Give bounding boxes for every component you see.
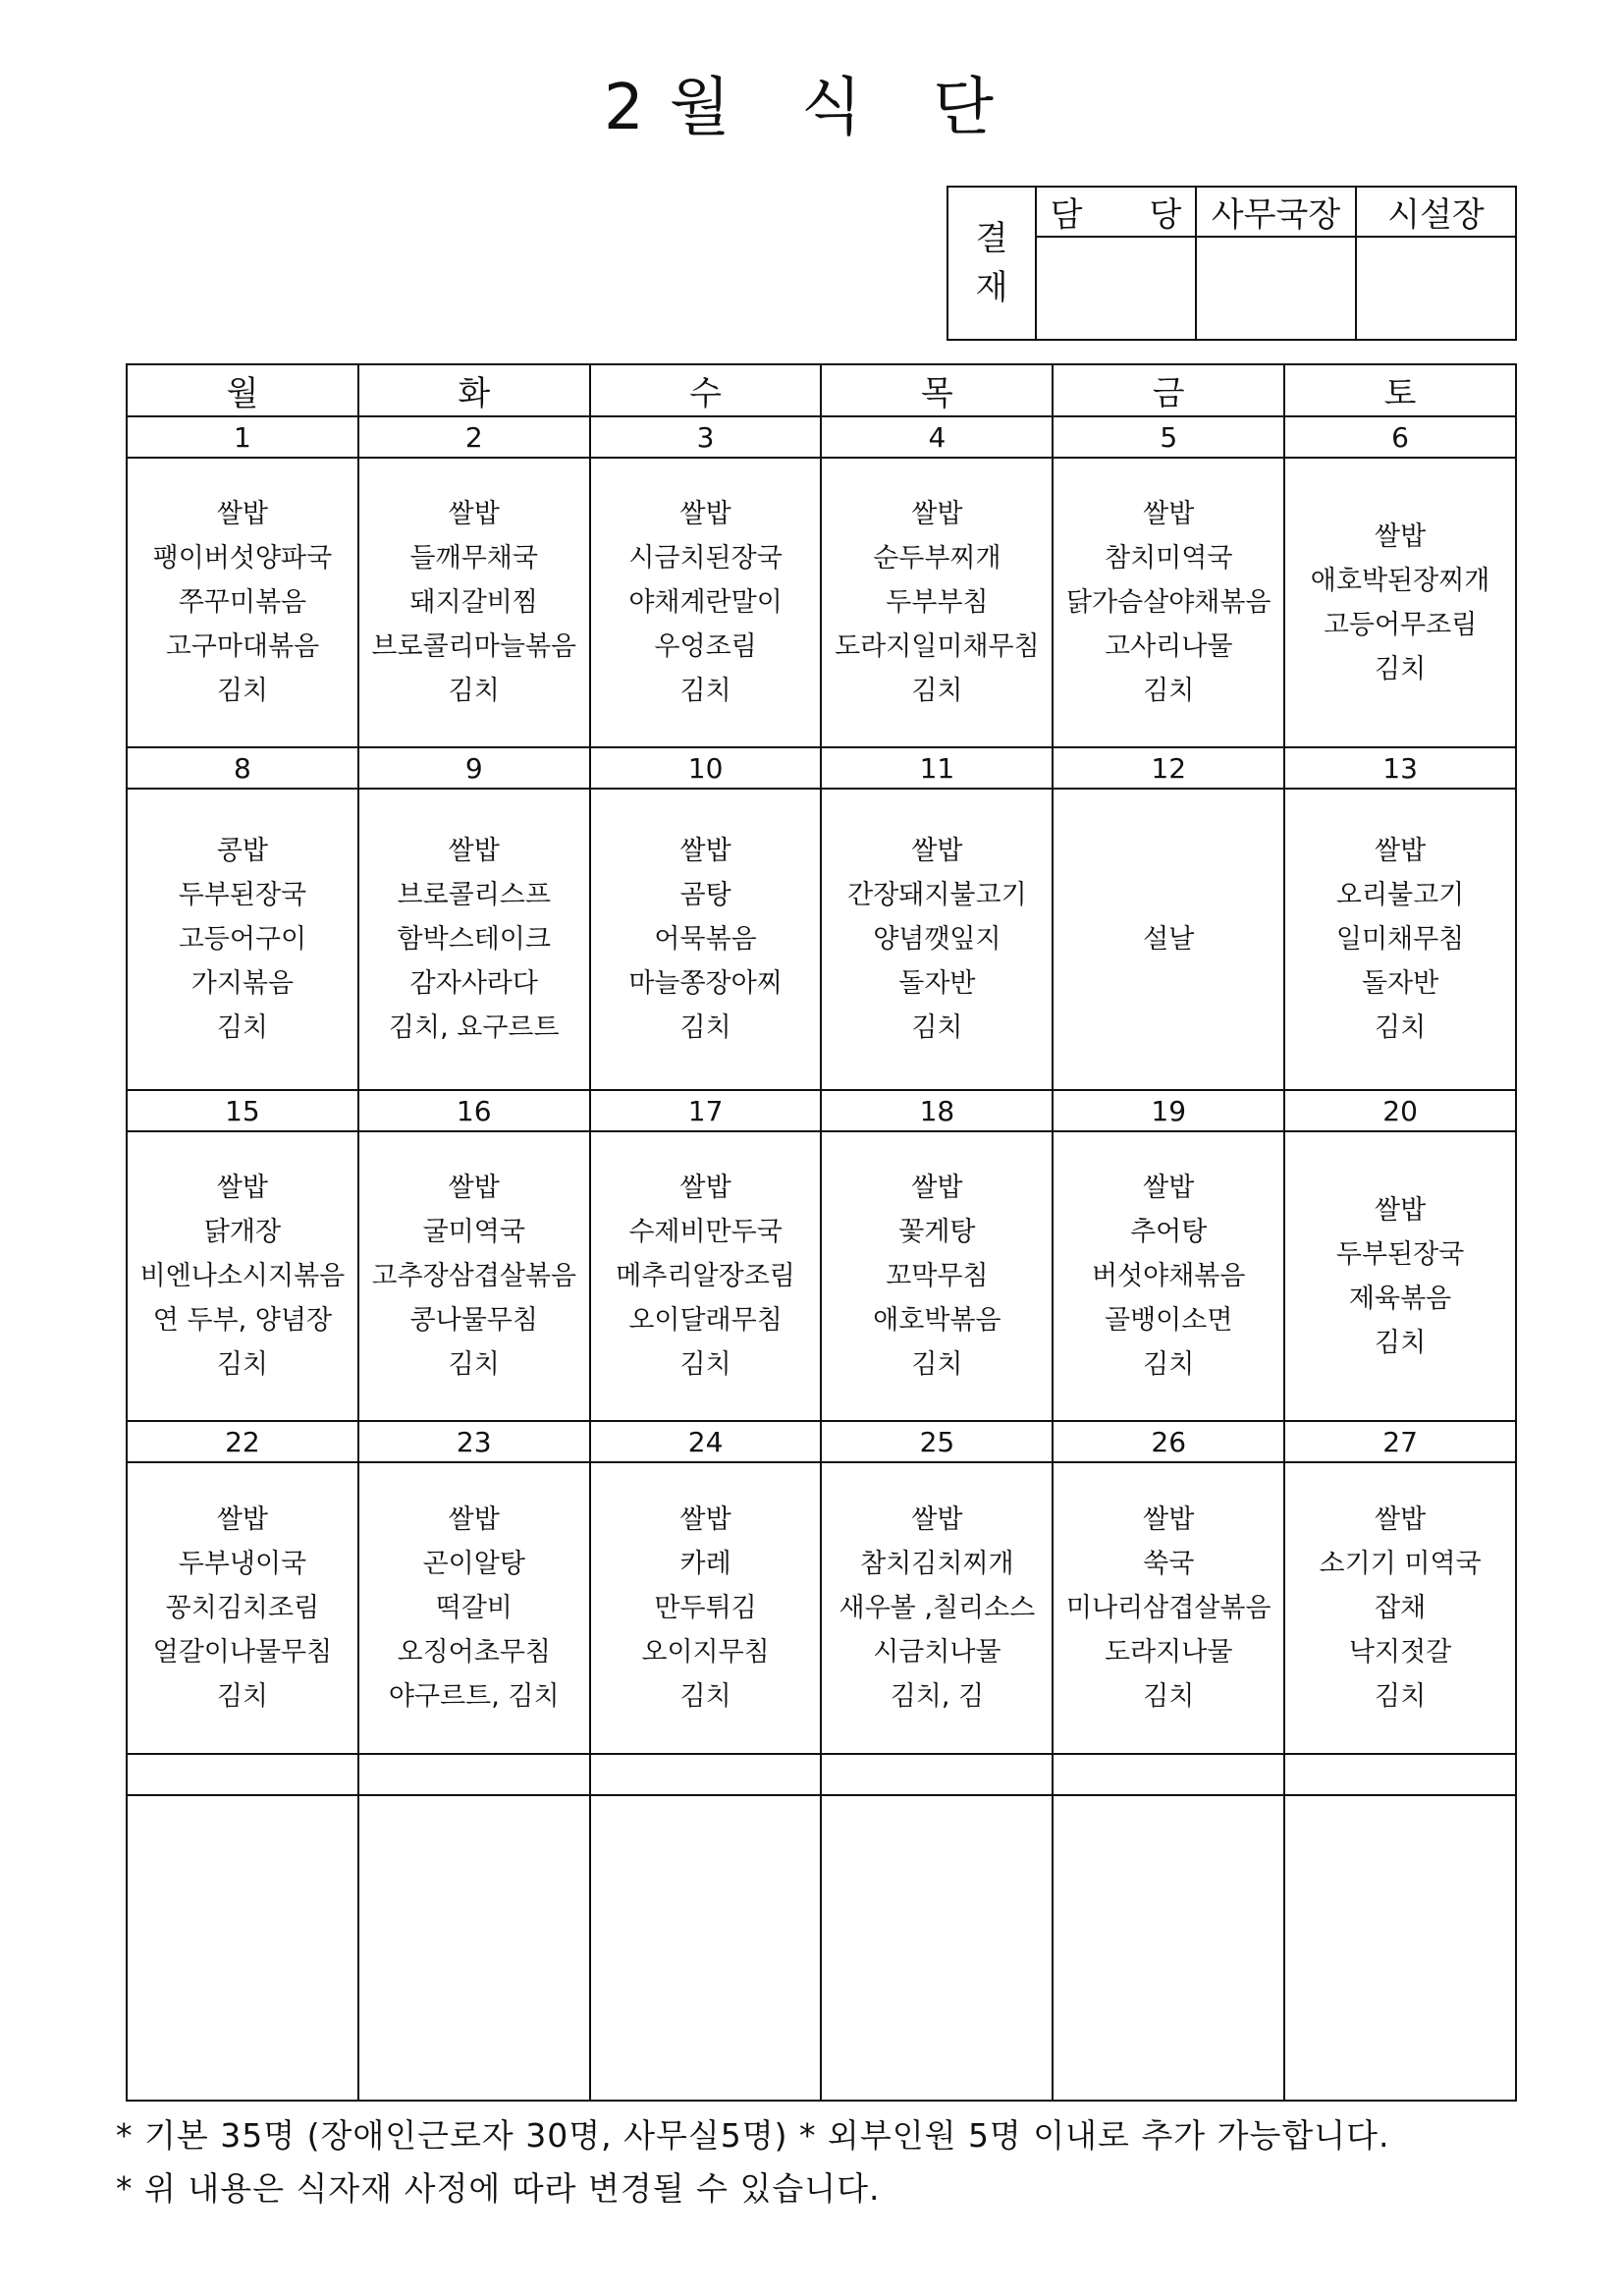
menu-item: 쑥국: [1143, 1549, 1195, 1580]
menu-cell: [358, 1131, 590, 1420]
menu-item: 감자사라다: [409, 968, 538, 1000]
date-cell: 8: [127, 747, 358, 790]
menu-item: 쌀밥: [679, 836, 731, 867]
menu-item: 만두튀김: [654, 1593, 757, 1624]
menu-item: 쌀밥: [911, 1504, 963, 1536]
menu-item: 쌀밥: [1374, 1194, 1427, 1226]
date-cell: 11: [821, 747, 1053, 790]
menu-item: 꽃게탕: [898, 1217, 976, 1248]
date-row: [127, 416, 1516, 459]
footnote: * 위 내용은 식자재 사정에 따라 변경될 수 있습니다.: [116, 2169, 881, 2208]
approval-label-1: 결: [975, 219, 1008, 258]
date-cell: 22: [127, 1421, 358, 1463]
weekday-header: 수: [590, 364, 822, 416]
menu-cell: [358, 1462, 590, 1753]
menu-item: 설날: [1143, 924, 1195, 956]
menu-item: 닭가슴살야채볶음: [1065, 587, 1271, 619]
weekday-header: 목: [821, 364, 1053, 416]
menu-item: 곤이알탕: [422, 1549, 525, 1580]
menu-item: 야채계란말이: [628, 587, 783, 619]
menu-item: 오이달래무침: [628, 1305, 783, 1337]
menu-cell: [1053, 1462, 1284, 1753]
menu-item: 팽이버섯양파국: [152, 543, 333, 574]
menu-item: 우엉조림: [654, 631, 757, 663]
weekday-header: 토: [1284, 364, 1516, 416]
menu-cell: [127, 1131, 358, 1420]
menu-item: 쌀밥: [216, 1504, 268, 1536]
approval-label-2: 재: [975, 268, 1008, 307]
menu-item: 쌀밥: [1143, 1173, 1195, 1204]
menu-item: 낙지젓갈: [1348, 1637, 1452, 1668]
date-cell: 2: [358, 416, 590, 459]
approval-label: [947, 187, 1036, 340]
empty-cell: [590, 1795, 822, 2101]
menu-item: 꽁치김치조림: [165, 1593, 320, 1624]
menu-item: 김치: [216, 1681, 268, 1713]
menu-item: 굴미역국: [422, 1217, 525, 1248]
date-cell: 12: [1053, 747, 1284, 790]
menu-item: 간장돼지불고기: [847, 880, 1027, 911]
menu-item: 함박스테이크: [397, 924, 551, 956]
date-cell: 20: [1284, 1090, 1516, 1132]
menu-item: 김치: [679, 1681, 731, 1713]
date-cell: 16: [358, 1090, 590, 1132]
menu-item: 김치: [1143, 1349, 1195, 1381]
menu-row: [127, 458, 1516, 746]
menu-cell: [1284, 1131, 1516, 1420]
weekday-header: 금: [1053, 364, 1284, 416]
menu-cell: [821, 1131, 1053, 1420]
date-cell: 3: [590, 416, 822, 459]
menu-item: 돼지갈비찜: [409, 587, 538, 619]
menu-row: [127, 1131, 1516, 1420]
date-row: [127, 1421, 1516, 1463]
approval-column-manager: 담 당: [1036, 187, 1196, 237]
date-cell: 1: [127, 416, 358, 459]
menu-calendar: [126, 363, 1517, 2102]
menu-item: 쌀밥: [448, 1504, 500, 1536]
date-row: [127, 747, 1516, 790]
menu-item: 두부된장국: [178, 880, 307, 911]
footnote: * 기본 35명 (장애인근로자 30명, 사무실5명) * 외부인원 5명 이내로 추가 가능합니다.: [116, 2116, 1390, 2155]
menu-item: 순두부찌개: [873, 543, 1001, 574]
weekday-header: 월: [127, 364, 358, 416]
menu-item: 김치: [1374, 1012, 1427, 1044]
menu-item: 두부부침: [886, 587, 989, 619]
menu-item: 들깨무채국: [409, 543, 538, 574]
date-cell: 10: [590, 747, 822, 790]
empty-cell: [1053, 1754, 1284, 1796]
menu-item: 김치: [216, 1349, 268, 1381]
menu-item: 쭈꾸미볶음: [178, 587, 307, 619]
menu-item: 쌀밥: [911, 1173, 963, 1204]
empty-cell: [821, 1754, 1053, 1796]
menu-cell: [590, 1131, 822, 1420]
menu-item: 닭개장: [203, 1217, 282, 1248]
menu-item: 고등어무조림: [1323, 609, 1478, 640]
menu-item: 김치: [911, 676, 963, 707]
menu-item: 김치: [911, 1349, 963, 1381]
menu-item: 쌀밥: [1374, 1504, 1427, 1536]
menu-item: 콩밥: [216, 836, 268, 867]
menu-item: 쌀밥: [911, 499, 963, 530]
menu-item: 쌀밥: [1374, 520, 1427, 552]
menu-item: 연 두부, 양념장: [152, 1305, 333, 1337]
menu-item: 곰탕: [679, 880, 731, 911]
menu-item: 김치: [679, 1349, 731, 1381]
menu-item: 김치, 김: [890, 1681, 985, 1713]
menu-item: 골뱅이소면: [1105, 1305, 1233, 1337]
menu-item: 오이지무침: [641, 1637, 770, 1668]
menu-item: 어묵볶음: [654, 924, 757, 956]
menu-item: 애호박볶음: [873, 1305, 1001, 1337]
menu-item: 김치: [911, 1012, 963, 1044]
menu-item: 두부냉이국: [178, 1549, 307, 1580]
menu-item: 김치, 요구르트: [388, 1012, 560, 1044]
menu-item: 쌀밥: [216, 499, 268, 530]
menu-item: 제육볶음: [1348, 1283, 1452, 1314]
menu-item: 고구마대볶음: [165, 631, 320, 663]
date-cell: 17: [590, 1090, 822, 1132]
date-cell: 19: [1053, 1090, 1284, 1132]
menu-cell: [127, 1462, 358, 1753]
menu-cell: [1053, 458, 1284, 746]
weekday-header: 화: [358, 364, 590, 416]
menu-item: 두부된장국: [1335, 1238, 1465, 1270]
menu-item: 고추장삼겹살볶음: [371, 1261, 577, 1292]
empty-cell: [127, 1754, 358, 1796]
menu-item: 김치: [1143, 676, 1195, 707]
menu-item: 수제비만두국: [628, 1217, 783, 1248]
weekday-header-row: [127, 364, 1516, 416]
menu-cell: [821, 1462, 1053, 1753]
date-cell: 25: [821, 1421, 1053, 1463]
empty-cell: [1284, 1795, 1516, 2101]
empty-cell: [1053, 1795, 1284, 2101]
menu-item: 쌀밥: [448, 1173, 500, 1204]
approval-column-secretary: 사무국장: [1196, 187, 1356, 237]
menu-item: 브로콜리스프: [397, 880, 551, 911]
menu-cell: [358, 458, 590, 746]
approval-column-director: 시설장: [1356, 187, 1516, 237]
menu-item: 쌀밥: [679, 1173, 731, 1204]
menu-item: 김치: [1374, 1327, 1427, 1358]
menu-item: 시금치나물: [873, 1637, 1001, 1668]
menu-item: 김치: [448, 1349, 500, 1381]
menu-item: 애호박된장찌개: [1310, 565, 1490, 596]
menu-item: 도라지일미채무침: [835, 631, 1040, 663]
menu-item: 쌀밥: [679, 499, 731, 530]
menu-cell: [1053, 789, 1284, 1090]
footnotes: [116, 2109, 1520, 2215]
menu-item: 가지볶음: [190, 968, 295, 1000]
date-cell: 27: [1284, 1421, 1516, 1463]
date-cell: 18: [821, 1090, 1053, 1132]
menu-item: 비엔나소시지볶음: [139, 1261, 346, 1292]
menu-item: 브로콜리마늘볶음: [371, 631, 577, 663]
menu-cell: [821, 458, 1053, 746]
menu-item: 새우볼 ,칠리소스: [839, 1593, 1036, 1624]
empty-cell: [358, 1795, 590, 2101]
menu-item: 김치: [679, 1012, 731, 1044]
menu-cell: [590, 1462, 822, 1753]
menu-item: 쌀밥: [216, 1173, 268, 1204]
date-cell: 26: [1053, 1421, 1284, 1463]
menu-cell: [590, 458, 822, 746]
approval-sign-director: [1356, 237, 1516, 340]
menu-item: 김치: [448, 676, 500, 707]
menu-item: 김치: [216, 676, 268, 707]
menu-item: 얼갈이나물무침: [152, 1637, 333, 1668]
menu-cell: [1053, 1131, 1284, 1420]
menu-item: 소기기 미역국: [1319, 1549, 1482, 1580]
date-cell: 9: [358, 747, 590, 790]
menu-cell: [127, 789, 358, 1090]
menu-item: 쌀밥: [1143, 1504, 1195, 1536]
menu-item: 양념깻잎지: [873, 924, 1001, 956]
menu-item: 꼬막무침: [886, 1261, 989, 1292]
menu-cell: [1284, 1462, 1516, 1753]
menu-item: 일미채무침: [1335, 924, 1465, 956]
menu-item: 김치: [679, 676, 731, 707]
empty-cell: [821, 1795, 1053, 2101]
menu-item: 쌀밥: [448, 499, 500, 530]
date-cell: 6: [1284, 416, 1516, 459]
date-cell: 15: [127, 1090, 358, 1132]
empty-cell: [358, 1754, 590, 1796]
menu-cell: [590, 789, 822, 1090]
menu-item: 쌀밥: [1374, 836, 1427, 867]
approval-sign-secretary: [1196, 237, 1356, 340]
menu-item: 김치: [216, 1012, 268, 1044]
menu-item: 오리불고기: [1335, 880, 1465, 911]
menu-item: 미나리삼겹살볶음: [1065, 1593, 1271, 1624]
menu-cell: [1284, 789, 1516, 1090]
empty-menu-row: [127, 1795, 1516, 2101]
menu-item: 카레: [679, 1549, 731, 1580]
menu-item: 메추리알장조림: [616, 1261, 795, 1292]
menu-item: 고등어구이: [178, 924, 307, 956]
date-cell: 23: [358, 1421, 590, 1463]
menu-item: 버섯야채볶음: [1091, 1261, 1246, 1292]
menu-item: 김치: [1374, 653, 1427, 684]
date-cell: 5: [1053, 416, 1284, 459]
menu-item: 참치미역국: [1105, 543, 1233, 574]
menu-item: 야구르트, 김치: [388, 1681, 560, 1713]
menu-item: 마늘쫑장아찌: [628, 968, 783, 1000]
menu-item: 돌자반: [1361, 968, 1439, 1000]
menu-item: 도라지나물: [1105, 1637, 1233, 1668]
menu-item: 김치: [1374, 1681, 1427, 1713]
menu-cell: [358, 789, 590, 1090]
menu-item: 콩나물무침: [409, 1305, 538, 1337]
empty-cell: [127, 1795, 358, 2101]
menu-item: 쌀밥: [679, 1504, 731, 1536]
empty-date-row: [127, 1754, 1516, 1796]
menu-item: 오징어초무침: [397, 1637, 551, 1668]
empty-cell: [590, 1754, 822, 1796]
menu-cell: [127, 458, 358, 746]
menu-item: 잡채: [1374, 1593, 1427, 1624]
empty-cell: [1284, 1754, 1516, 1796]
menu-row: [127, 789, 1516, 1090]
menu-item: 쌀밥: [1143, 499, 1195, 530]
menu-item: 추어탕: [1130, 1217, 1208, 1248]
page-title: 2월 식 단: [604, 72, 1019, 144]
menu-row: [127, 1462, 1516, 1753]
menu-item: 참치김치찌개: [860, 1549, 1014, 1580]
menu-cell: [1284, 458, 1516, 746]
menu-item: 쌀밥: [448, 836, 500, 867]
menu-item: 김치: [1143, 1681, 1195, 1713]
menu-item: 떡갈비: [435, 1593, 513, 1624]
date-cell: 24: [590, 1421, 822, 1463]
date-row: [127, 1090, 1516, 1132]
menu-item: 고사리나물: [1105, 631, 1233, 663]
menu-item: 돌자반: [898, 968, 976, 1000]
menu-item: 쌀밥: [911, 836, 963, 867]
menu-cell: [821, 789, 1053, 1090]
date-cell: 4: [821, 416, 1053, 459]
approval-box: [947, 186, 1517, 341]
approval-sign-manager: [1036, 237, 1196, 340]
date-cell: 13: [1284, 747, 1516, 790]
menu-item: 시금치된장국: [628, 543, 783, 574]
